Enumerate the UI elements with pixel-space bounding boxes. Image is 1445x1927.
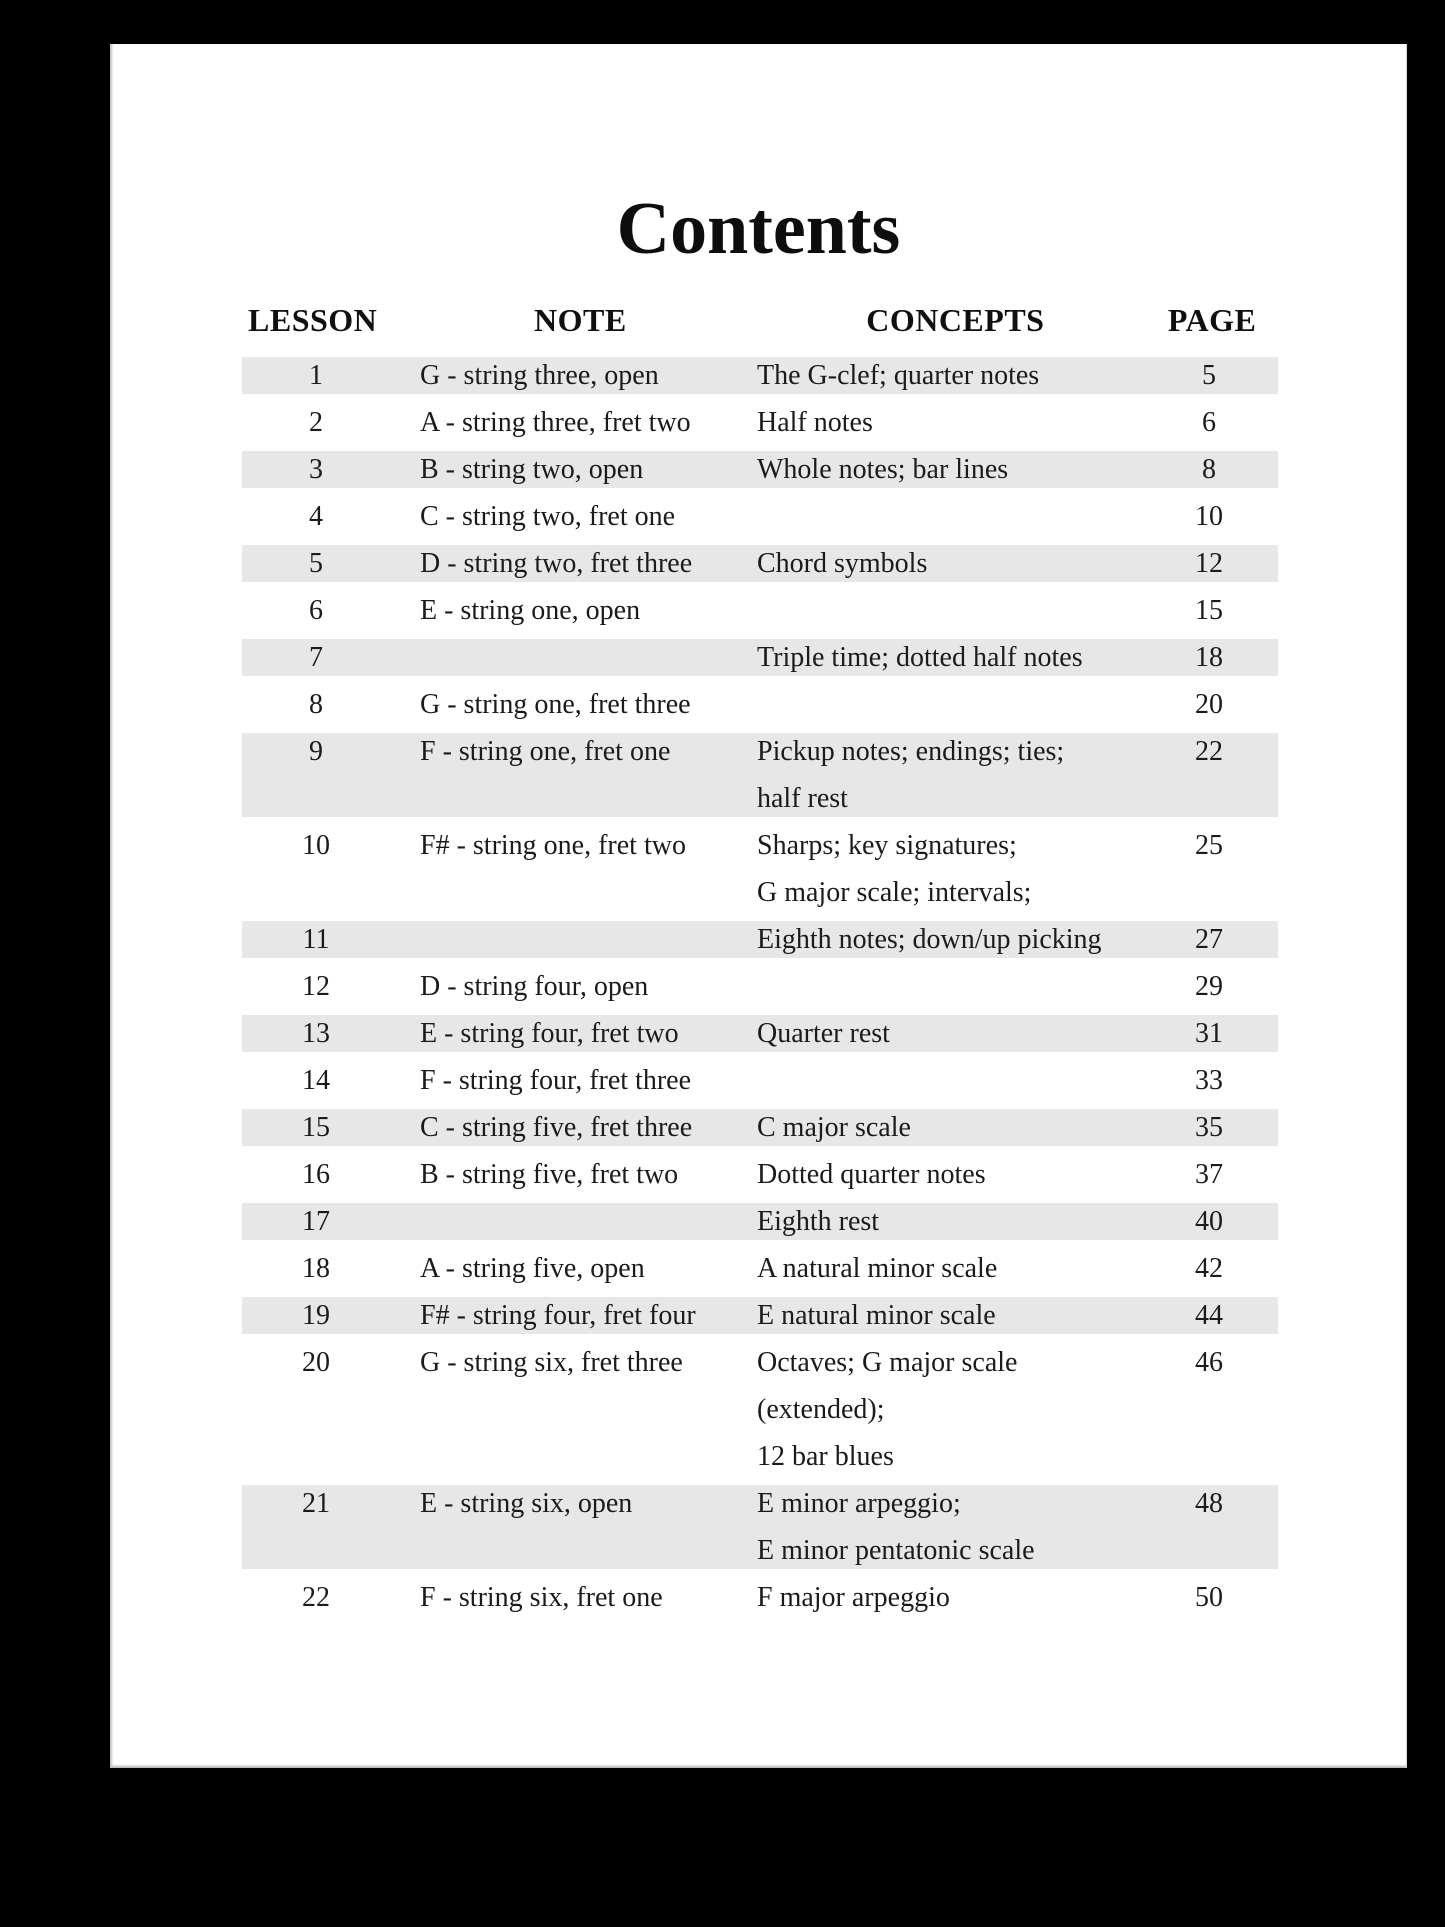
- column-header-lesson: LESSON: [248, 302, 378, 338]
- concept-line: A natural minor scale: [757, 1253, 998, 1284]
- note-cell: F - string six, fret one: [420, 1582, 663, 1613]
- page-number-cell: 15: [1195, 595, 1223, 626]
- concept-line: Chord symbols: [757, 548, 928, 579]
- concept-line: E minor pentatonic scale: [757, 1535, 1035, 1566]
- table-row: [242, 1245, 1278, 1292]
- page-number-cell: 20: [1195, 689, 1223, 720]
- page-number-cell: 22: [1195, 736, 1223, 767]
- page-number-cell: 29: [1195, 971, 1223, 1002]
- document-page: [110, 44, 1407, 1768]
- table-row: [242, 1010, 1278, 1057]
- concepts-cell: [740, 963, 1140, 1010]
- concept-line: Eighth notes; down/up picking: [757, 924, 1102, 955]
- note-cell: B - string two, open: [420, 454, 644, 485]
- page-number-cell: 42: [1195, 1253, 1223, 1284]
- concepts-cell: [740, 399, 1140, 446]
- table-row: [242, 963, 1278, 1010]
- concepts-cell: [740, 540, 1140, 587]
- page-number-cell: 6: [1202, 407, 1216, 438]
- note-cell: A - string five, open: [420, 1253, 645, 1284]
- lesson-number-cell: 8: [309, 689, 323, 720]
- page-number-cell: 10: [1195, 501, 1223, 532]
- concepts-cell: [740, 1339, 1140, 1480]
- table-row: [242, 1104, 1278, 1151]
- lesson-number-cell: 6: [309, 595, 323, 626]
- page-number-cell: 25: [1195, 830, 1223, 861]
- concept-line: Quarter rest: [757, 1018, 890, 1049]
- lesson-number-cell: 7: [309, 642, 323, 673]
- lesson-number-cell: 16: [302, 1159, 330, 1190]
- concepts-cell: [740, 681, 1140, 728]
- page-number-cell: 50: [1195, 1582, 1223, 1613]
- lesson-number-cell: 5: [309, 548, 323, 579]
- page-number-cell: 44: [1195, 1300, 1223, 1331]
- concepts-cell: [740, 634, 1140, 681]
- note-cell: A - string three, fret two: [420, 407, 691, 438]
- concept-line: F major arpeggio: [757, 1582, 950, 1613]
- concept-line: Triple time; dotted half notes: [757, 642, 1083, 673]
- note-cell: D - string four, open: [420, 971, 649, 1002]
- table-row: [242, 352, 1278, 399]
- concept-line: Pickup notes; endings; ties;: [757, 736, 1065, 767]
- note-cell: E - string one, open: [420, 595, 641, 626]
- concept-line: Octaves; G major scale (extended);: [757, 1347, 1018, 1425]
- concept-line: Half notes: [757, 407, 873, 438]
- lesson-number-cell: 20: [302, 1347, 330, 1378]
- concepts-cell: [740, 1104, 1140, 1151]
- page-title: Contents: [616, 188, 901, 270]
- page-number-cell: 46: [1195, 1347, 1223, 1378]
- concept-line: E minor arpeggio;: [757, 1488, 961, 1519]
- concepts-cell: [740, 822, 1140, 916]
- note-cell: F - string one, fret one: [420, 736, 671, 767]
- note-cell: [390, 916, 740, 963]
- page-number-cell: 35: [1195, 1112, 1223, 1143]
- note-cell: F - string four, fret three: [420, 1065, 692, 1096]
- note-cell: G - string one, fret three: [420, 689, 691, 720]
- page-number-cell: 37: [1195, 1159, 1223, 1190]
- lesson-number-cell: 15: [302, 1112, 330, 1143]
- table-row: [242, 1151, 1278, 1198]
- concepts-cell: [740, 1574, 1140, 1621]
- lesson-number-cell: 3: [309, 454, 323, 485]
- note-cell: C - string five, fret three: [420, 1112, 693, 1143]
- concepts-cell: [740, 1057, 1140, 1104]
- lesson-number-cell: 19: [302, 1300, 330, 1331]
- table-row: [242, 1339, 1278, 1480]
- note-cell: G - string three, open: [420, 360, 659, 391]
- lesson-number-cell: 12: [302, 971, 330, 1002]
- table-row: [242, 1057, 1278, 1104]
- lesson-number-cell: 13: [302, 1018, 330, 1049]
- table-row: [242, 1198, 1278, 1245]
- table-row: [242, 822, 1278, 916]
- table-row: [242, 1480, 1278, 1574]
- lesson-number-cell: 11: [302, 924, 330, 955]
- concepts-cell: [740, 446, 1140, 493]
- column-header-page: PAGE: [1167, 302, 1257, 338]
- concept-line: Whole notes; bar lines: [757, 454, 1009, 485]
- lesson-number-cell: 21: [302, 1488, 330, 1519]
- note-cell: G - string six, fret three: [420, 1347, 683, 1378]
- lesson-number-cell: 1: [309, 360, 323, 391]
- lesson-number-cell: 2: [309, 407, 323, 438]
- page-number-cell: 12: [1195, 548, 1223, 579]
- page-number-cell: 48: [1195, 1488, 1223, 1519]
- table-row: [242, 493, 1278, 540]
- concepts-cell: [740, 1245, 1140, 1292]
- column-header-note: NOTE: [534, 302, 627, 338]
- concepts-cell: [740, 587, 1140, 634]
- concept-line: Dotted quarter notes: [757, 1159, 986, 1190]
- concepts-cell: [740, 352, 1140, 399]
- lesson-number-cell: 10: [302, 830, 330, 861]
- page-number-cell: 31: [1195, 1018, 1223, 1049]
- page-number-cell: 5: [1202, 360, 1216, 391]
- lesson-number-cell: 14: [302, 1065, 330, 1096]
- page-number-cell: 18: [1195, 642, 1223, 673]
- concept-line: G major scale; intervals;: [757, 877, 1032, 908]
- lesson-number-cell: 4: [309, 501, 323, 532]
- table-row: [242, 446, 1278, 493]
- concept-line: 12 bar blues: [757, 1441, 894, 1472]
- lesson-number-cell: 17: [302, 1206, 330, 1237]
- lesson-number-cell: 9: [309, 736, 323, 767]
- table-header-row: [242, 304, 1278, 336]
- table-row: [242, 916, 1278, 963]
- concept-line: Sharps; key signatures;: [757, 830, 1017, 861]
- page-number-cell: 8: [1202, 454, 1216, 485]
- table-row: [242, 540, 1278, 587]
- concepts-cell: [740, 1010, 1140, 1057]
- lesson-number-cell: 22: [302, 1582, 330, 1613]
- note-cell: F# - string four, fret four: [420, 1300, 696, 1331]
- concept-line: half rest: [757, 783, 848, 814]
- table-body: [242, 352, 1278, 1621]
- table-row: [242, 587, 1278, 634]
- table-row: [242, 681, 1278, 728]
- note-cell: [390, 634, 740, 681]
- table-row: [242, 634, 1278, 681]
- note-cell: C - string two, fret one: [420, 501, 676, 532]
- lesson-number-cell: 18: [302, 1253, 330, 1284]
- concept-line: E natural minor scale: [757, 1300, 996, 1331]
- column-header-concepts: CONCEPTS: [866, 302, 1045, 338]
- concept-line: Eighth rest: [757, 1206, 880, 1237]
- concepts-cell: [740, 1151, 1140, 1198]
- note-cell: D - string two, fret three: [420, 548, 693, 579]
- table-row: [242, 1292, 1278, 1339]
- concepts-cell: [740, 1292, 1140, 1339]
- concept-line: C major scale: [757, 1112, 911, 1143]
- table-row: [242, 399, 1278, 446]
- note-cell: B - string five, fret two: [420, 1159, 679, 1190]
- table-row: [242, 728, 1278, 822]
- note-cell: F# - string one, fret two: [420, 830, 686, 861]
- concepts-cell: [740, 1480, 1140, 1574]
- contents-table: [242, 304, 1278, 1621]
- table-row: [242, 1574, 1278, 1621]
- page-number-cell: 40: [1195, 1206, 1223, 1237]
- concepts-cell: [740, 1198, 1140, 1245]
- note-cell: E - string six, open: [420, 1488, 633, 1519]
- page-number-cell: 27: [1195, 924, 1223, 955]
- concepts-cell: [740, 728, 1140, 822]
- concepts-cell: [740, 916, 1140, 963]
- concept-line: The G-clef; quarter notes: [757, 360, 1040, 391]
- page-number-cell: 33: [1195, 1065, 1223, 1096]
- note-cell: [390, 1198, 740, 1245]
- note-cell: E - string four, fret two: [420, 1018, 679, 1049]
- concepts-cell: [740, 493, 1140, 540]
